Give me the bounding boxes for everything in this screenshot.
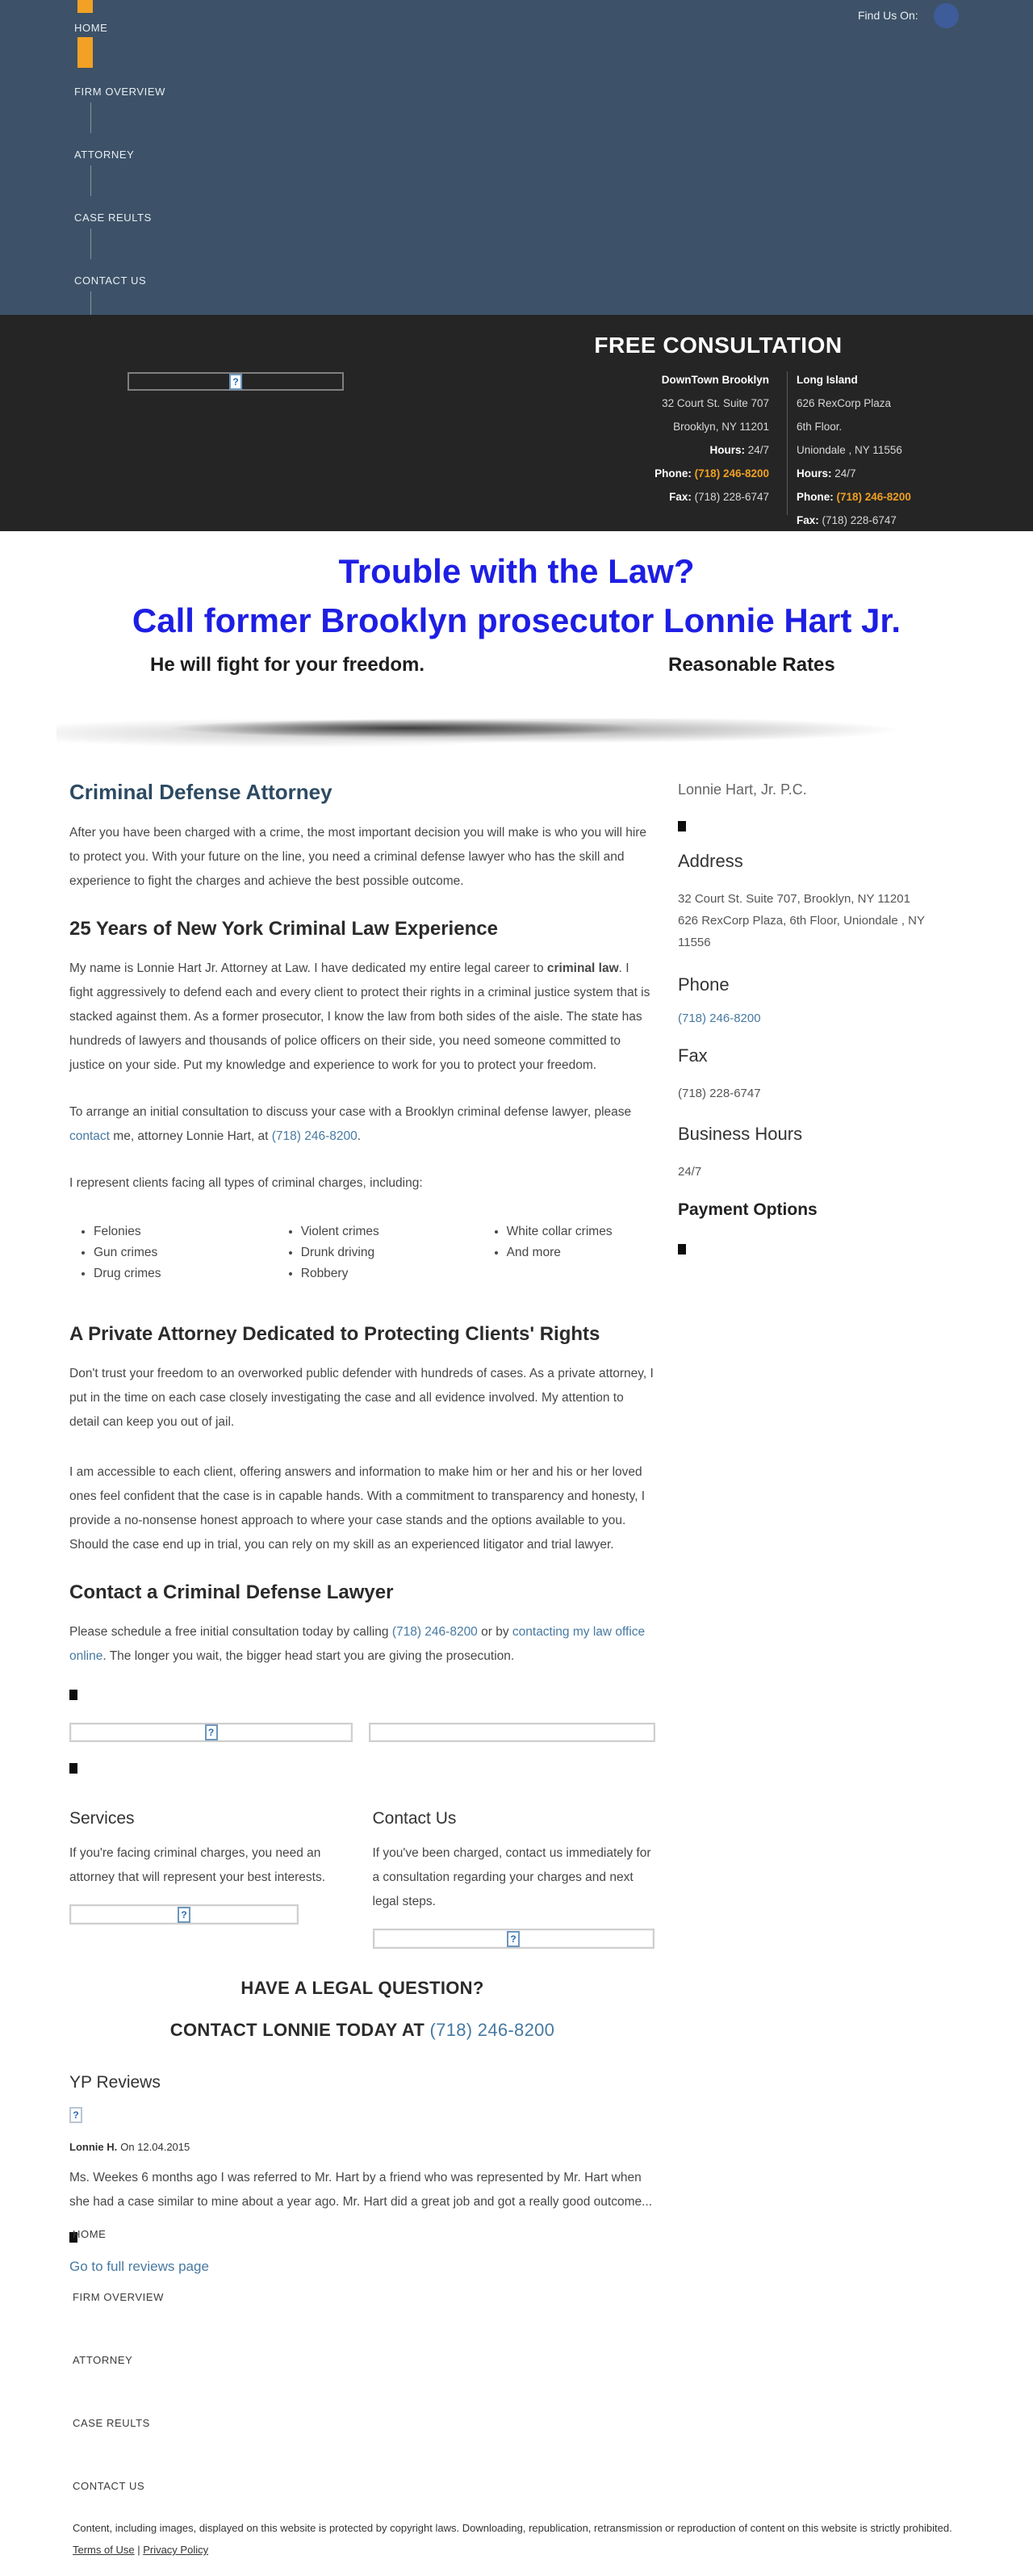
bullet-item: • Felonies — [94, 1221, 277, 1242]
text-segment: To arrange an initial consultation to discuss your case with a Brooklyn criminal defense lawyer, please — [69, 1105, 632, 1119]
services-broken-image — [69, 1904, 299, 1925]
sidebar-firm-name: Lonnie Hart, Jr. P.C. — [678, 781, 807, 798]
text-segment: Please schedule a free initial consultation today by calling — [69, 1625, 392, 1639]
footer-nav-home[interactable]: HOME — [73, 2228, 107, 2240]
missing-image-marker — [678, 1244, 686, 1254]
sidebar-hours-value: 24/7 — [678, 1165, 702, 1179]
sidebar-address-1: 32 Court St. Suite 707, Brooklyn, NY 11201 — [678, 892, 910, 906]
free-consultation-title: FREE CONSULTATION — [594, 333, 843, 358]
text-segment: My name is Lonnie Hart Jr. Attorney at Law. I have dedicated my entire legal career to — [69, 961, 547, 975]
text-segment: . The longer you wait, the bigger head start you are giving the prosecution. — [102, 1649, 515, 1663]
missing-image-marker — [678, 821, 686, 831]
missing-image-marker — [69, 1690, 77, 1700]
top-navigation — [0, 0, 1033, 315]
fax-label: Fax: — [797, 514, 819, 526]
contact-link[interactable]: contact — [69, 1129, 110, 1143]
charges-intro-paragraph: I represent clients facing all types of criminal charges, including: — [69, 1176, 423, 1190]
missing-image-marker — [69, 1763, 77, 1774]
arrange-consultation-paragraph — [69, 1100, 655, 1149]
bullet-column-2 — [301, 1221, 483, 1284]
privacy-policy-link[interactable]: Privacy Policy — [143, 2544, 209, 2556]
facebook-icon[interactable] — [934, 3, 959, 28]
sidebar-fax-value: (718) 228-6747 — [678, 1087, 761, 1100]
fax-number: (718) 228-6747 — [822, 514, 897, 526]
schedule-paragraph — [69, 1620, 655, 1669]
nav-divider-line — [90, 228, 91, 259]
office-name: DownTown Brooklyn — [661, 374, 769, 386]
broken-image-left — [69, 1723, 353, 1742]
cta-phone-link[interactable]: (718) 246-8200 — [429, 2020, 555, 2040]
footer-nav-attorney[interactable]: ATTORNEY — [73, 2354, 133, 2366]
broken-image-icon: ? — [69, 2107, 82, 2123]
services-block — [69, 1809, 353, 1949]
sidebar-payment-options-label: Payment Options — [678, 1200, 818, 1219]
bullet-item: • Drug crimes — [94, 1263, 277, 1284]
contact-us-block — [373, 1809, 656, 1949]
bullet-column-1 — [94, 1221, 277, 1284]
phone-number[interactable]: (718) 246-8200 — [694, 467, 769, 480]
broken-image-icon: ? — [229, 374, 242, 390]
bullet-column-3 — [507, 1221, 655, 1284]
office-long-island — [797, 368, 1006, 532]
copyright-notice — [73, 2517, 972, 2561]
hero-headline-2: Call former Brooklyn prosecutor Lonnie Hart Jr. — [132, 601, 901, 639]
hero-headline-1: Trouble with the Law? — [338, 552, 695, 590]
bullet-item: • Robbery — [301, 1263, 483, 1284]
nav-item-firm-overview[interactable]: FIRM OVERVIEW — [74, 86, 166, 98]
nav-item-attorney[interactable]: ATTORNEY — [74, 149, 135, 161]
footer-nav-case-results[interactable]: CASE REULTS — [73, 2417, 150, 2429]
fax-number: (718) 228-6747 — [694, 491, 769, 503]
broken-images-row — [69, 1723, 655, 1742]
phone-link[interactable]: (718) 246-8200 — [391, 1625, 478, 1639]
section-title-25-years: 25 Years of New York Criminal Law Experience — [69, 918, 498, 940]
text-segment: . I fight aggressively to defend each and every client to protect their rights in a criminal justice system that is stacked against them. As a former prosecutor, I know the law from both sides of the aisle. The state has hundreds of lawyers and thousands of police officers on their side, you need someone committed to justice on your side. Put my knowledge and experience to work for you to protect your freedom. — [69, 961, 650, 1072]
cta-question-line: HAVE A LEGAL QUESTION? — [240, 1978, 484, 1998]
text-segment: me, attorney Lonnie Hart, at — [109, 1129, 272, 1143]
cta-contact-line — [69, 2020, 655, 2041]
fax-label: Fax: — [669, 491, 692, 503]
intro-paragraph: After you have been charged with a crime, the most important decision you will make is who you will hire to protect you. With your future on the line, you need a criminal defense lawyer who has the skill and experience to fight the charges and achieve the best possible outcome. — [69, 826, 647, 888]
contact-us-text: If you've been charged, contact us immediately for a consultation regarding your charges and next legal steps. — [372, 1846, 651, 1908]
phone-number[interactable]: (718) 246-8200 — [836, 491, 911, 503]
consultation-band — [0, 315, 1033, 531]
services-contact-row — [69, 1809, 655, 1949]
experience-paragraph — [69, 957, 655, 1078]
review-text: Ms. Weekes 6 months ago I was referred to Mr. Hart by a friend who was represented by Mr. Hart when she had a case similar to mine about a year ago. Mr. Hart did a great job and got a really good outcome... — [69, 2171, 653, 2209]
office-address-line: Uniondale , NY 11556 — [797, 444, 902, 456]
bullet-item: • Drunk driving — [301, 1242, 483, 1263]
contact-us-title: Contact Us — [372, 1809, 457, 1828]
phone-label: Phone: — [797, 491, 834, 503]
yp-reviews-title: YP Reviews — [69, 2073, 161, 2092]
phone-label: Phone: — [655, 467, 692, 480]
hours-label: Hours: — [709, 444, 745, 456]
footer-nav-firm-overview[interactable]: FIRM OVERVIEW — [73, 2291, 165, 2303]
services-text: If you're facing criminal charges, you need an attorney that will represent your best interests. — [69, 1846, 326, 1884]
nav-item-case-results[interactable]: CASE REULTS — [74, 212, 152, 224]
office-address-line: 626 RexCorp Plaza — [797, 397, 892, 409]
hours-label: Hours: — [797, 467, 832, 480]
hours-value: 24/7 — [747, 444, 769, 456]
office-address-line: 6th Floor. — [797, 421, 843, 433]
footer-nav-contact-us[interactable]: CONTACT US — [73, 2480, 145, 2492]
active-nav-marker-top — [77, 0, 93, 13]
office-divider — [787, 371, 788, 515]
firm-logo-broken-image — [128, 372, 344, 391]
section-title-criminal-defense: Criminal Defense Attorney — [69, 780, 332, 804]
terms-of-use-link[interactable]: Terms of Use — [73, 2544, 135, 2556]
nav-divider-line — [90, 165, 91, 196]
sidebar-address-label: Address — [678, 851, 743, 871]
nav-divider-line — [90, 291, 91, 315]
sidebar-phone-link[interactable]: (718) 246-8200 — [678, 1012, 761, 1025]
sidebar-hours-label: Business Hours — [678, 1124, 803, 1144]
review-broken-image — [69, 2107, 655, 2123]
text-segment: . — [357, 1129, 362, 1143]
sidebar-phone-label: Phone — [678, 974, 730, 995]
charges-bullet-lists — [69, 1221, 655, 1284]
public-defender-paragraph: Don't trust your freedom to an overworked public defender with hundreds of cases. As a private attorney, I put in the time on each case closely investigating the case and all evidence involved. My attention to detail can keep you out of jail. — [69, 1367, 654, 1429]
broken-image-icon: ? — [178, 1907, 190, 1923]
broken-image-right — [369, 1723, 655, 1742]
services-title: Services — [69, 1809, 135, 1828]
phone-link[interactable]: (718) 246-8200 — [271, 1129, 358, 1143]
section-title-private-attorney: A Private Attorney Dedicated to Protecting Clients' Rights — [69, 1323, 600, 1345]
nav-item-contact-us[interactable]: CONTACT US — [74, 274, 147, 287]
nav-item-home[interactable]: HOME — [74, 22, 108, 34]
review-author: Lonnie H. — [69, 2141, 118, 2153]
office-name: Long Island — [797, 374, 858, 386]
bullet-item: • Gun crimes — [94, 1242, 277, 1263]
hours-value: 24/7 — [834, 467, 856, 480]
office-downtown-brooklyn — [500, 368, 779, 509]
broken-image-icon: ? — [507, 1931, 520, 1947]
text-segment: or by — [477, 1625, 512, 1639]
full-reviews-link[interactable]: Go to full reviews page — [69, 2259, 209, 2274]
contact-online-link[interactable]: contacting my law office online — [69, 1625, 646, 1663]
contact-broken-image — [373, 1929, 655, 1949]
office-address-line: 32 Court St. Suite 707 — [662, 397, 769, 409]
hero-tagline-right: Reasonable Rates — [668, 654, 835, 676]
main-content — [69, 759, 655, 2275]
hero-tagline-left: He will fight for your freedom. — [150, 654, 425, 676]
review-author-line — [69, 2141, 655, 2153]
bullet-item: • Violent crimes — [301, 1221, 483, 1242]
sidebar-address-2: 626 RexCorp Plaza, 6th Floor, Uniondale , NY 11556 — [678, 914, 925, 949]
sidebar — [678, 759, 932, 1254]
text-segment: CONTACT LONNIE TODAY AT — [169, 2020, 430, 2040]
bullet-item: • White collar crimes — [507, 1221, 655, 1242]
sidebar-fax-label: Fax — [678, 1045, 708, 1066]
accessible-paragraph: I am accessible to each client, offering answers and information to make him or her and his or her loved ones feel confident that the case is in capable hands. With a commitment to transparency and honesty, I provide a no-nonsense honest approach to where your case stands and the options available to you. Should the case end up in trial, you can rely on my skill as an experienced litigator and trial lawyer. — [69, 1465, 646, 1552]
text-segment: | — [134, 2544, 144, 2556]
shadow-divider — [56, 718, 977, 756]
review-date: On 12.04.2015 — [120, 2141, 190, 2153]
nav-divider-line — [90, 103, 91, 133]
section-title-contact-lawyer: Contact a Criminal Defense Lawyer — [69, 1581, 394, 1603]
bold-criminal-law: criminal law — [546, 961, 619, 975]
copyright-text: Content, including images, displayed on this website is protected by copyright laws. Downloading, republication, retransmission or reproduction of content on this website is strictly prohibited. — [73, 2522, 952, 2534]
office-address-line: Brooklyn, NY 11201 — [673, 421, 769, 433]
find-us-label: Find Us On: — [858, 9, 918, 22]
bullet-item: • And more — [507, 1242, 655, 1263]
broken-image-icon: ? — [205, 1724, 218, 1740]
active-nav-marker — [77, 37, 93, 68]
